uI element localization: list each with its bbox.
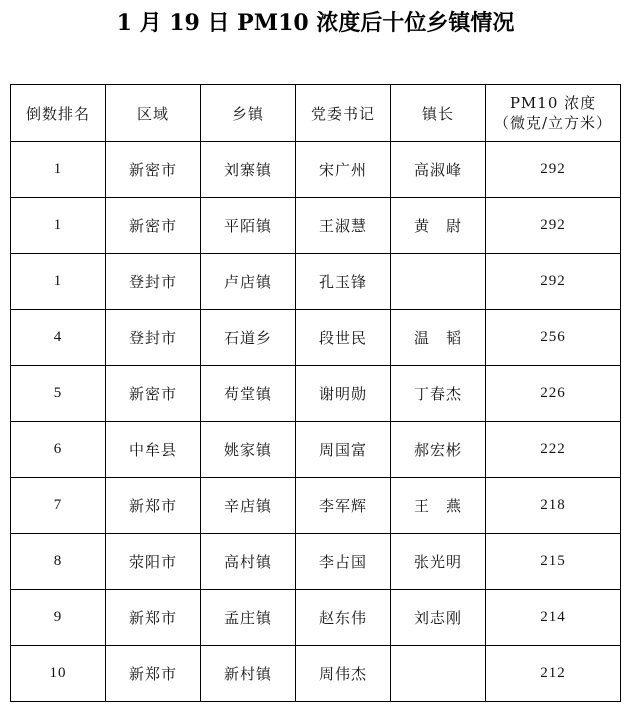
header-district: 区域 [106, 85, 201, 142]
table-row [11, 254, 621, 310]
district-cell: 新郑市 [106, 590, 201, 646]
table-row [11, 366, 621, 422]
mayor-cell: 黄 尉 [391, 198, 486, 254]
party-secretary-cell: 孔玉锋 [296, 254, 391, 310]
township-cell: 姚家镇 [201, 422, 296, 478]
table-row [11, 310, 621, 366]
party-secretary-cell: 赵东伟 [296, 590, 391, 646]
table-row [11, 590, 621, 646]
pm10-cell: 226 [486, 366, 621, 422]
township-cell: 刘寨镇 [201, 142, 296, 198]
party-secretary-cell: 宋广州 [296, 142, 391, 198]
pm10-cell: 218 [486, 478, 621, 534]
party-secretary-cell: 周伟杰 [296, 646, 391, 702]
pm10-cell: 292 [486, 198, 621, 254]
table-row [11, 198, 621, 254]
header-pm10 [486, 85, 621, 142]
pm10-cell: 292 [486, 142, 621, 198]
page-title: 1 月 19 日 PM10 浓度后十位乡镇情况 [116, 10, 515, 36]
mayor-cell [391, 254, 486, 310]
district-cell: 新郑市 [106, 478, 201, 534]
mayor-cell: 王 燕 [391, 478, 486, 534]
pm10-cell: 292 [486, 254, 621, 310]
district-cell: 新郑市 [106, 646, 201, 702]
table-header-row [11, 85, 621, 142]
mayor-cell: 郝宏彬 [391, 422, 486, 478]
rank-cell: 10 [11, 646, 106, 702]
pm10-cell: 215 [486, 534, 621, 590]
header-mayor: 镇长 [391, 85, 486, 142]
mayor-cell [391, 646, 486, 702]
district-cell: 登封市 [106, 310, 201, 366]
township-cell: 石道乡 [201, 310, 296, 366]
rank-cell: 6 [11, 422, 106, 478]
district-cell: 荥阳市 [106, 534, 201, 590]
party-secretary-cell: 王淑慧 [296, 198, 391, 254]
rank-cell: 1 [11, 198, 106, 254]
mayor-cell: 高淑峰 [391, 142, 486, 198]
district-cell: 新密市 [106, 142, 201, 198]
table-row [11, 478, 621, 534]
table-row [11, 142, 621, 198]
pm10-cell: 212 [486, 646, 621, 702]
party-secretary-cell: 李军辉 [296, 478, 391, 534]
township-cell: 辛店镇 [201, 478, 296, 534]
table-row [11, 422, 621, 478]
header-rank: 倒数排名 [11, 85, 106, 142]
header-township: 乡镇 [201, 85, 296, 142]
district-cell: 登封市 [106, 254, 201, 310]
party-secretary-cell: 李占国 [296, 534, 391, 590]
district-cell: 新密市 [106, 198, 201, 254]
rank-cell: 8 [11, 534, 106, 590]
township-cell: 苟堂镇 [201, 366, 296, 422]
township-cell: 新村镇 [201, 646, 296, 702]
pm10-cell: 256 [486, 310, 621, 366]
table-row [11, 646, 621, 702]
rank-cell: 9 [11, 590, 106, 646]
township-cell: 孟庄镇 [201, 590, 296, 646]
rank-cell: 5 [11, 366, 106, 422]
party-secretary-cell: 谢明勋 [296, 366, 391, 422]
district-cell: 新密市 [106, 366, 201, 422]
pm10-ranking-table [10, 84, 621, 702]
district-cell: 中牟县 [106, 422, 201, 478]
mayor-cell: 丁春杰 [391, 366, 486, 422]
rank-cell: 4 [11, 310, 106, 366]
header-pm10-unit: （微克/立方米） [493, 114, 613, 132]
mayor-cell: 刘志刚 [391, 590, 486, 646]
township-cell: 平陌镇 [201, 198, 296, 254]
table-row [11, 534, 621, 590]
party-secretary-cell: 段世民 [296, 310, 391, 366]
rank-cell: 1 [11, 254, 106, 310]
rank-cell: 7 [11, 478, 106, 534]
pm10-cell: 222 [486, 422, 621, 478]
pm10-cell: 214 [486, 590, 621, 646]
mayor-cell: 张光明 [391, 534, 486, 590]
rank-cell: 1 [11, 142, 106, 198]
township-cell: 卢店镇 [201, 254, 296, 310]
header-pm10-label: PM10 浓度 [509, 94, 597, 112]
party-secretary-cell: 周国富 [296, 422, 391, 478]
township-cell: 高村镇 [201, 534, 296, 590]
header-party-secretary: 党委书记 [296, 85, 391, 142]
mayor-cell: 温 韬 [391, 310, 486, 366]
